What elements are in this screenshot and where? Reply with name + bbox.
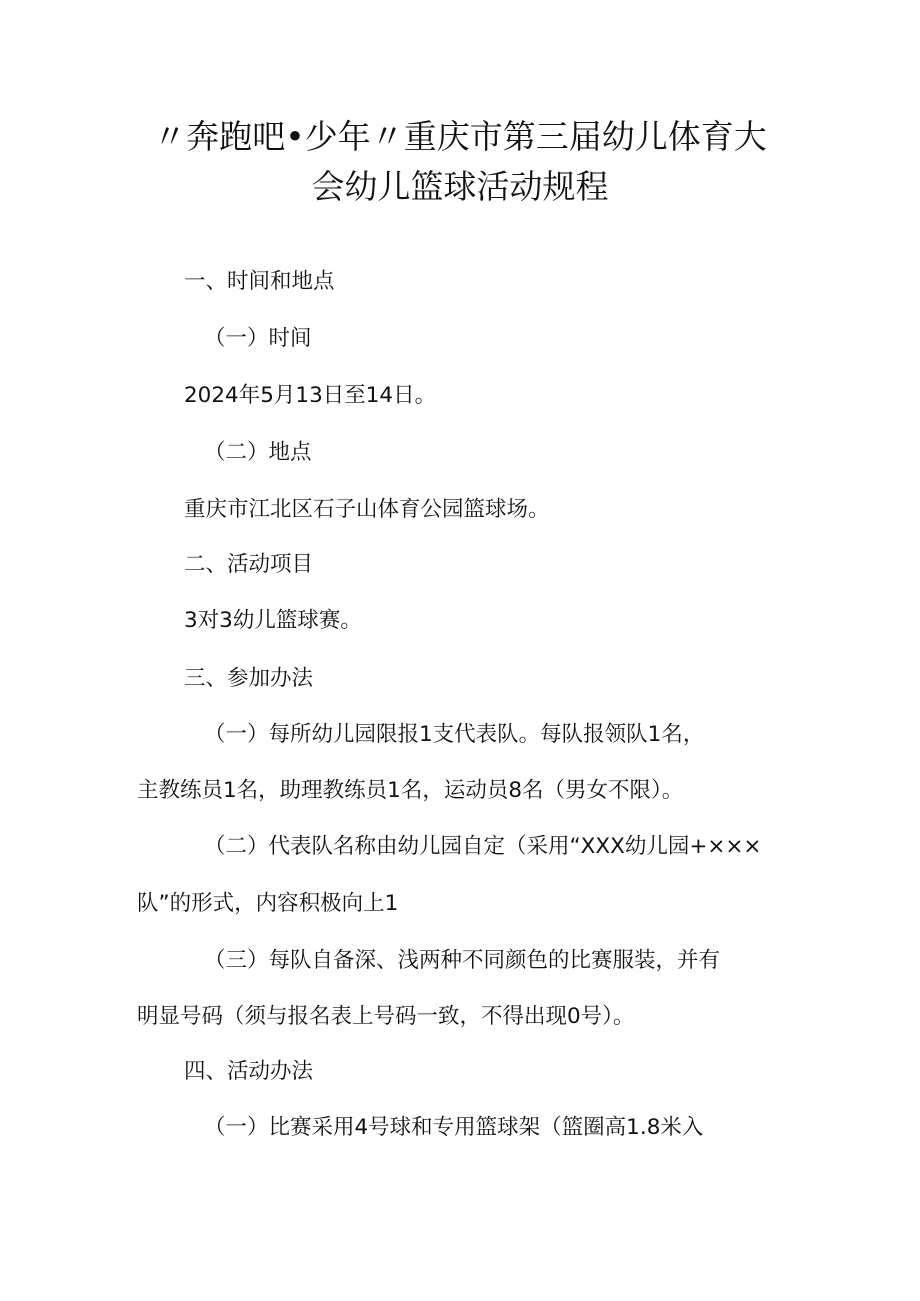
document-title-line-2: 会幼儿篮球活动规程 bbox=[311, 167, 609, 206]
subheading-place: （二）地点 bbox=[204, 440, 312, 465]
section-heading-activity-method: 四、活动办法 bbox=[184, 1059, 314, 1084]
section-heading-participation: 三、参加办法 bbox=[184, 666, 314, 691]
subheading-time: （一）时间 bbox=[204, 326, 312, 351]
paragraph-participation-1a: （一）每所幼儿园限报1支代表队。每队报领队1名， bbox=[204, 722, 705, 747]
paragraph-dates: 2024年5月13日至14日。 bbox=[184, 383, 437, 408]
section-heading-activity-item: 二、活动项目 bbox=[184, 552, 314, 577]
paragraph-venue: 重庆市江北区石子山体育公园篮球场。 bbox=[184, 497, 550, 522]
paragraph-participation-3a: （三）每队自备深、浅两种不同颜色的比赛服装，并有 bbox=[204, 948, 721, 973]
paragraph-participation-2a: （二）代表队名称由幼儿园自定（采用“XXX幼儿园+××× bbox=[204, 834, 762, 859]
section-heading-time-place: 一、时间和地点 bbox=[184, 269, 335, 294]
paragraph-participation-3b: 明显号码（须与报名表上号码一致，不得出现0号）。 bbox=[137, 1004, 635, 1029]
paragraph-participation-2b: 队”的形式，内容积极向上1 bbox=[137, 891, 399, 916]
paragraph-event: 3对3幼儿篮球赛。 bbox=[184, 608, 362, 633]
paragraph-participation-1b: 主教练员1名，助理教练员1名，运动员8名（男女不限）。 bbox=[137, 778, 684, 803]
paragraph-method-1a: （一）比赛采用4号球和专用篮球架（篮圈高1.8米入 bbox=[204, 1115, 704, 1140]
document-title-line-1: 〃奔跑吧•少年〃重庆市第三届幼儿体育大 bbox=[153, 117, 767, 156]
